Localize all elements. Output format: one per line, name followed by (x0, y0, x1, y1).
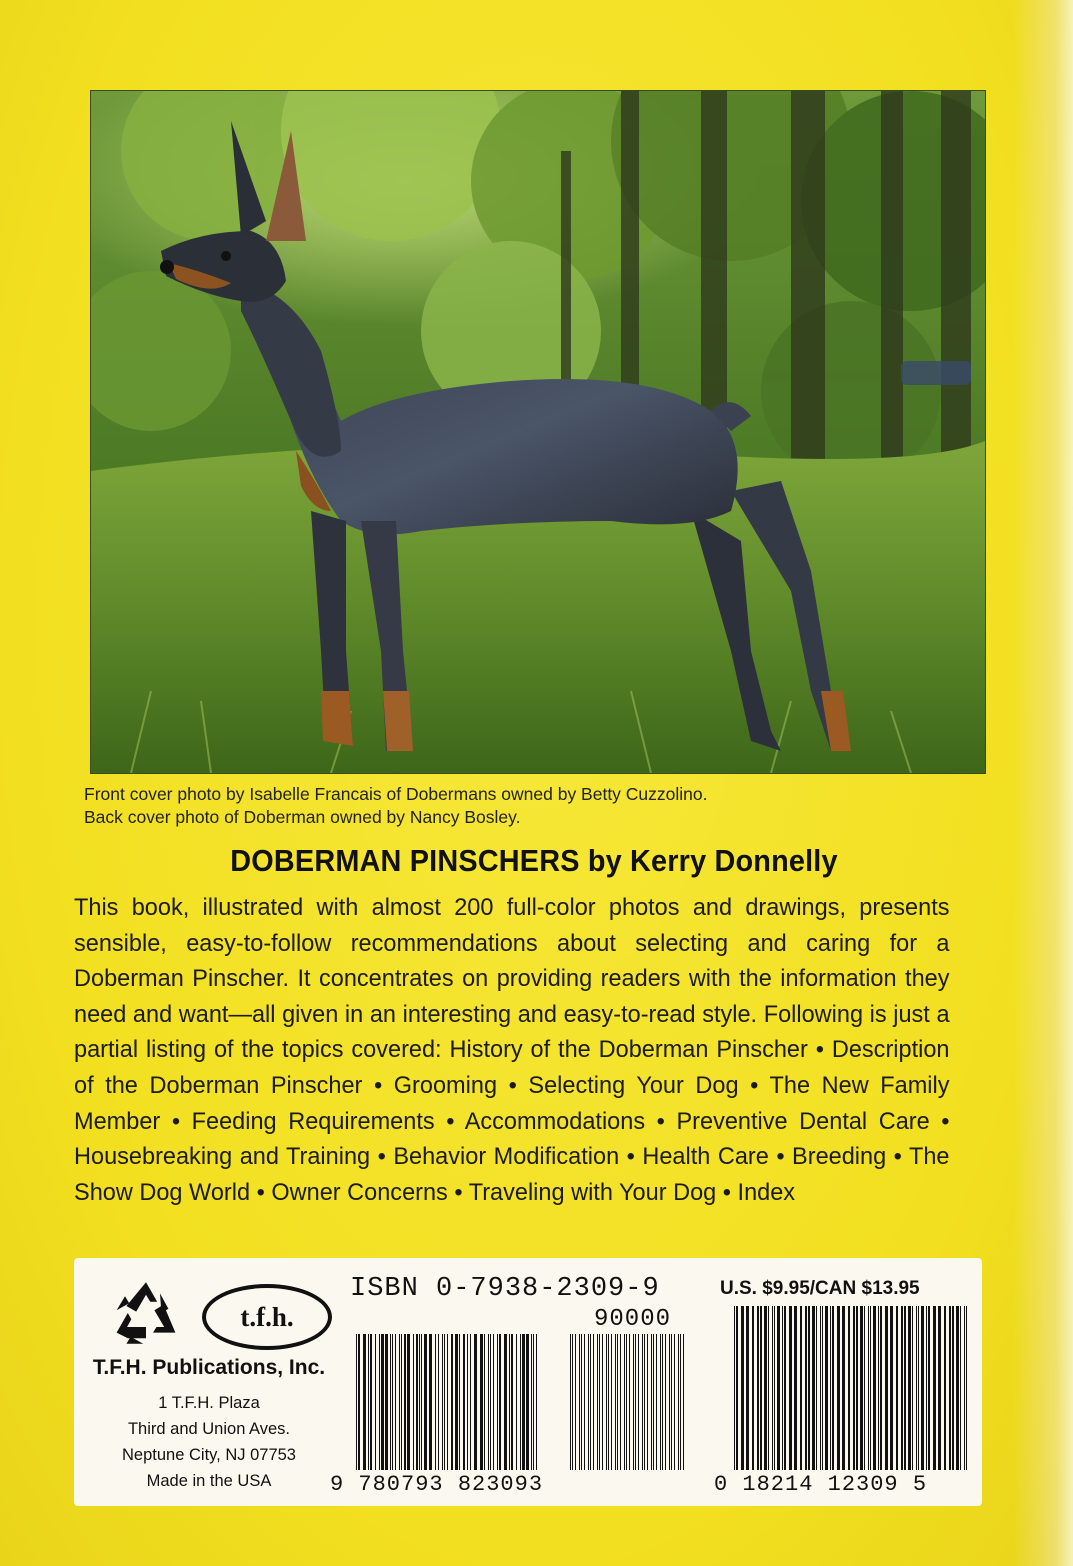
barcode-bar (825, 1306, 828, 1470)
barcode-bar (635, 1334, 636, 1470)
isbn-addon-barcode (570, 1334, 686, 1470)
barcode-bar (629, 1334, 630, 1470)
barcode-bar (789, 1306, 792, 1470)
barcode-bar (497, 1334, 498, 1470)
barcode-bar (608, 1334, 609, 1470)
barcode-bar (680, 1334, 681, 1470)
barcode-bar (853, 1306, 855, 1470)
barcode-bar (490, 1334, 491, 1470)
barcode-bar (736, 1306, 738, 1470)
publisher-block (78, 1356, 340, 1494)
barcode-bar (956, 1306, 959, 1470)
barcode-bar (615, 1334, 616, 1470)
barcode-bar (774, 1306, 775, 1470)
barcode-bar (381, 1334, 384, 1470)
barcode-bar (416, 1334, 418, 1470)
barcode-bar (572, 1334, 573, 1470)
barcode-bar (908, 1306, 911, 1470)
made-in-usa: Made in the USA (146, 1472, 272, 1490)
barcode-bar (901, 1306, 903, 1470)
isbn-addon: 90000 (594, 1306, 672, 1333)
barcode-bar (421, 1334, 422, 1470)
isbn-barcode (356, 1334, 542, 1470)
barcode-bar (368, 1334, 369, 1470)
barcode-bar (816, 1306, 817, 1470)
barcode-bar (599, 1334, 600, 1470)
barcode-bar (520, 1334, 521, 1470)
barcode-bar (516, 1334, 517, 1470)
barcode-bar (662, 1334, 663, 1470)
barcode-bar (588, 1334, 589, 1470)
barcode-bar (575, 1334, 576, 1470)
barcode-bar (794, 1306, 797, 1470)
barcode-bar (651, 1334, 652, 1470)
barcode-bar (938, 1306, 941, 1470)
barcode-bar (370, 1334, 372, 1470)
barcode-bar (918, 1306, 919, 1470)
barcode-bar (683, 1334, 684, 1470)
barcode-bar (644, 1334, 645, 1470)
barcode-bar (401, 1334, 402, 1470)
barcode-bar (746, 1306, 749, 1470)
barcode-bar (395, 1334, 396, 1470)
barcode-bar (741, 1306, 744, 1470)
barcode-bar (960, 1306, 961, 1470)
barcode-bar (964, 1306, 965, 1470)
barcode-bar (800, 1306, 802, 1470)
barcode-bar (860, 1306, 863, 1470)
barcode-bar (768, 1306, 769, 1470)
barcode-bar (488, 1334, 489, 1470)
barcode-bar (379, 1334, 380, 1470)
cover-edge-wear (1013, 0, 1073, 1566)
barcode-bar (429, 1334, 432, 1470)
isbn-number: ISBN 0-7938-2309-9 (350, 1274, 660, 1304)
barcode-bar (526, 1334, 529, 1470)
barcode-bar (413, 1334, 414, 1470)
barcode-bar (480, 1334, 483, 1470)
barcode-bar (856, 1306, 858, 1470)
price: U.S. $9.95/CAN $13.95 (720, 1278, 920, 1299)
barcode-bar (499, 1334, 501, 1470)
barcode-bar (463, 1334, 465, 1470)
barcode-bar (757, 1306, 759, 1470)
barcode-bar (916, 1306, 917, 1470)
barcode-bar (467, 1334, 468, 1470)
barcode-bar (617, 1334, 618, 1470)
upc-barcode (734, 1306, 970, 1470)
barcode-bar (392, 1334, 393, 1470)
barcode-bar (896, 1306, 898, 1470)
back-cover-credit: Back cover photo of Doberman owned by Nancy Bosley. (84, 807, 521, 827)
barcode-bar (669, 1334, 670, 1470)
barcode-bar (597, 1334, 598, 1470)
barcode-bar (764, 1306, 767, 1470)
barcode-bar (593, 1334, 594, 1470)
barcode-bar (912, 1306, 913, 1470)
barcode-bar (933, 1306, 936, 1470)
barcode-bar (531, 1334, 532, 1470)
barcode-bar (822, 1306, 823, 1470)
barcode-bar (966, 1306, 967, 1470)
barcode-bar (873, 1306, 876, 1470)
barcode-bar (678, 1334, 679, 1470)
barcode-bar (522, 1334, 525, 1470)
barcode-bar (878, 1306, 879, 1470)
barcode-bar (949, 1306, 951, 1470)
barcode-bar (451, 1334, 453, 1470)
barcode-bar (435, 1334, 436, 1470)
barcode-bar (602, 1334, 603, 1470)
front-cover-credit: Front cover photo by Isabelle Francais of Dobermans owned by Betty Cuzzolino. (84, 784, 708, 804)
barcode-bar (419, 1334, 420, 1470)
isbn-barcode-digits: 9 780793 823093 (330, 1472, 544, 1497)
barcode-bar (363, 1334, 366, 1470)
barcode-bar (784, 1306, 786, 1470)
barcode-bar (444, 1334, 445, 1470)
book-description: This book, illustrated with almost 200 full-color photos and drawings, presents sensible, easy-to-follow recommendations about selecting and caring for a Doberman Pinscher. It concentrates on providing readers with the information they need and want—all given in an interesting and easy-to-read style. Following is just a partial listing of the topics covered: History of the Doberman Pinscher • Description of the Doberman Pinscher • Grooming • Selecting Your Dog • The New Family Member • Feeding Requirements • Accommodations • Preventive Dental Care • Housebreaking and Training • Behavior Modification • Health Care • Breeding • The Show Dog World • Owner Concerns • Traveling with Your Dog • Index (74, 894, 950, 1206)
barcode-bar (647, 1334, 648, 1470)
barcode-bar (642, 1334, 643, 1470)
barcode-bar (611, 1334, 612, 1470)
barcode-bar (904, 1306, 906, 1470)
barcode-bar (808, 1306, 810, 1470)
barcode-bar (484, 1334, 485, 1470)
barcode-bar (633, 1334, 634, 1470)
barcode-bar (399, 1334, 400, 1470)
barcode-bar (848, 1306, 850, 1470)
barcode-bar (837, 1306, 840, 1470)
barcode-bar (952, 1306, 954, 1470)
barcode-bar (493, 1334, 494, 1470)
barcode-bar (660, 1334, 661, 1470)
publisher-name: T.F.H. Publications, Inc. (92, 1356, 326, 1379)
barcode-bar (868, 1306, 869, 1470)
barcode-bar (782, 1306, 783, 1470)
barcode-bar (944, 1306, 946, 1470)
barcode-bar (880, 1306, 882, 1470)
barcode-bar (356, 1334, 357, 1470)
barcode-bar (511, 1334, 513, 1470)
barcode-bar (390, 1334, 391, 1470)
barcode-bar (820, 1306, 821, 1470)
barcode-bar (509, 1334, 510, 1470)
barcode-bar (579, 1334, 580, 1470)
barcode-bar (442, 1334, 443, 1470)
book-title-author: DOBERMAN PINSCHERS by Kerry Donnelly (230, 843, 838, 878)
publisher-address-line: 1 T.F.H. Plaza (158, 1394, 260, 1412)
doberman-photo (90, 90, 986, 774)
barcode-bar (447, 1334, 448, 1470)
barcode-bar (842, 1306, 845, 1470)
barcode-bar (624, 1334, 625, 1470)
photo-credits (84, 783, 984, 829)
barcode-bar (570, 1334, 571, 1470)
barcode-bar (928, 1306, 930, 1470)
barcode-bar (470, 1334, 471, 1470)
upc-digits: 0 18214 12309 5 (714, 1472, 928, 1497)
tfh-logo: t.f.h. (202, 1284, 332, 1350)
barcode-bar (870, 1306, 871, 1470)
barcode-bar (885, 1306, 888, 1470)
barcode-bar (536, 1334, 537, 1470)
barcode-bar (772, 1306, 773, 1470)
barcode-bar (590, 1334, 591, 1470)
barcode-bar (752, 1306, 754, 1470)
barcode-bar (358, 1334, 360, 1470)
barcode-bar (638, 1334, 639, 1470)
barcode-bar (890, 1306, 893, 1470)
barcode-bar (581, 1334, 582, 1470)
barcode-bar (474, 1334, 477, 1470)
barcode-bar (734, 1306, 735, 1470)
barcode-bar (760, 1306, 762, 1470)
barcode-bar (926, 1306, 927, 1470)
barcode-bar (671, 1334, 672, 1470)
barcode-bar (438, 1334, 439, 1470)
barcode-bar (424, 1334, 427, 1470)
barcode-bar (504, 1334, 507, 1470)
barcode-bar (674, 1334, 675, 1470)
barcode-bar (606, 1334, 607, 1470)
barcode-bar (864, 1306, 865, 1470)
barcode-panel (74, 1258, 982, 1506)
barcode-bar (459, 1334, 460, 1470)
barcode-bar (533, 1334, 534, 1470)
barcode-bar (777, 1306, 780, 1470)
barcode-bar (626, 1334, 627, 1470)
publisher-address-line: Third and Union Aves. (127, 1420, 291, 1438)
barcode-bar (812, 1306, 815, 1470)
barcode-bar (656, 1334, 657, 1470)
recycle-icon (110, 1278, 182, 1348)
barcode-bar (832, 1306, 834, 1470)
barcode-bar (584, 1334, 585, 1470)
barcode-bar (921, 1306, 924, 1470)
publisher-address-line: Neptune City, NJ 07753 (122, 1446, 296, 1464)
barcode-bar (830, 1306, 831, 1470)
barcode-bar (805, 1306, 807, 1470)
barcode-bar (404, 1334, 406, 1470)
barcode-bar (665, 1334, 666, 1470)
barcode-bar (375, 1334, 376, 1470)
barcode-bar (455, 1334, 458, 1470)
barcode-bar (620, 1334, 621, 1470)
barcode-bar (407, 1334, 410, 1470)
barcode-bar (653, 1334, 654, 1470)
barcode-bar (385, 1334, 388, 1470)
